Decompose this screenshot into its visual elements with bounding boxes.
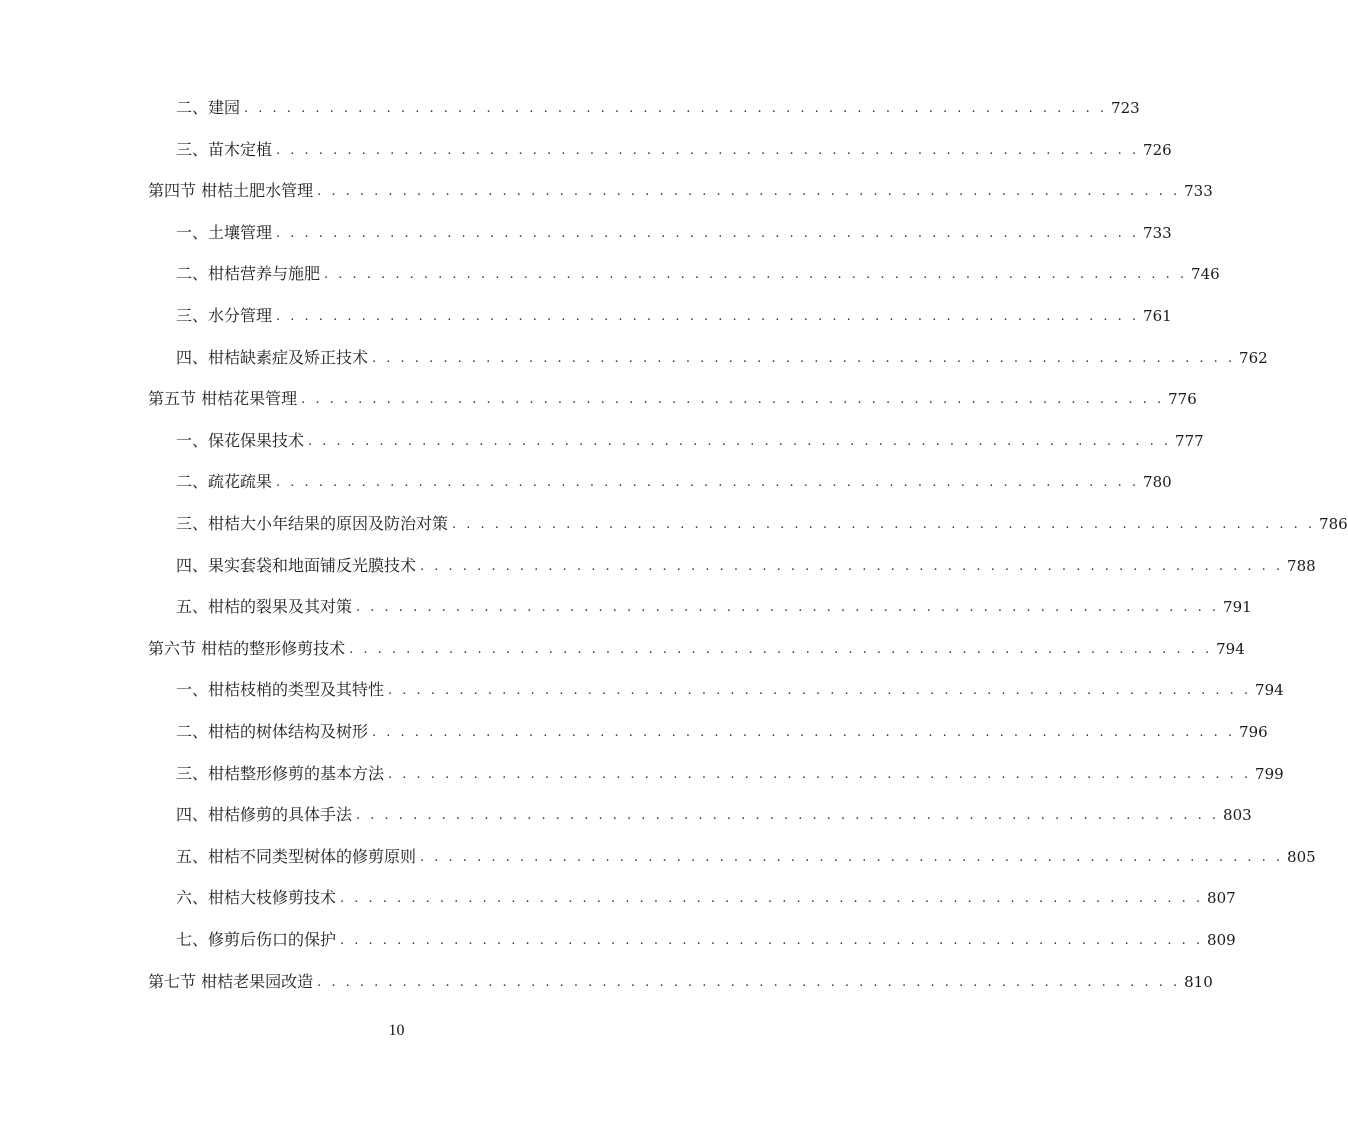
- dot-leader: . . . . . . . . . . . . . . . . . . . . . . . . . . . . . . . . . . . . . . . . . . . . . . . . . . . . . . . . . . . . .: [452, 517, 1316, 532]
- toc-entry-title: 三、苗木定植: [176, 139, 273, 159]
- toc-entry-title: 四、柑桔缺素症及矫正技术: [176, 347, 369, 367]
- toc-entry-page-number: 803: [1223, 806, 1252, 825]
- dot-leader: . . . . . . . . . . . . . . . . . . . . . . . . . . . . . . . . . . . . . . . . . . . . . . . . . . . . . . . . . . . . .: [340, 891, 1204, 907]
- toc-section-entry[interactable]: [148, 970, 1213, 994]
- dot-leader: . . . . . . . . . . . . . . . . . . . . . . . . . . . . . . . . . . . . . . . . . . . . . . . . . . . . . . . . . . . . .: [324, 267, 1188, 283]
- toc-item-entry[interactable]: [176, 262, 1220, 286]
- toc-entry-page-number: 794: [1216, 639, 1245, 658]
- toc-item-entry[interactable]: [176, 554, 1316, 578]
- toc-item-entry[interactable]: [176, 429, 1204, 453]
- dot-leader: . . . . . . . . . . . . . . . . . . . . . . . . . . . . . . . . . . . . . . . . . . . . . . . . . . . . . . . . . . . . .: [356, 600, 1220, 616]
- toc-entry-title: 二、柑桔的树体结构及树形: [176, 722, 369, 741]
- toc-entry-title: 第四节 柑桔土肥水管理: [148, 181, 314, 201]
- dot-leader: . . . . . . . . . . . . . . . . . . . . . . . . . . . . . . . . . . . . . . . . . . . . . . . . . . . . . . . . . . . . .: [388, 766, 1252, 782]
- page-number: 10: [388, 1022, 405, 1039]
- toc-entry-title: 三、柑桔整形修剪的基本方法: [176, 763, 385, 783]
- dot-leader: . . . . . . . . . . . . . . . . . . . . . . . . . . . . . . . . . . . . . . . . . . . . . . . . . . . . . . . . . . . . .: [340, 933, 1204, 948]
- toc-entry-page-number: 791: [1223, 598, 1252, 617]
- toc-entry-title: 二、建园: [176, 98, 241, 117]
- dot-leader: . . . . . . . . . . . . . . . . . . . . . . . . . . . . . . . . . . . . . . . . . . . . . . . . . . . . . . . . . . . . .: [420, 849, 1284, 865]
- toc-item-entry[interactable]: [176, 845, 1316, 869]
- toc-entry-title: 五、柑桔不同类型树体的修剪原则: [176, 846, 417, 866]
- toc-entry-page-number: 777: [1175, 431, 1204, 450]
- toc-entry-page-number: 780: [1143, 473, 1172, 492]
- toc-entry-title: 七、修剪后伤口的保护: [176, 930, 337, 949]
- toc-entry-title: 五、柑桔的裂果及其对策: [176, 597, 353, 617]
- dot-leader: . . . . . . . . . . . . . . . . . . . . . . . . . . . . . . . . . . . . . . . . . . . . . . . . . . . . . . . . . . . . .: [276, 142, 1140, 158]
- toc-item-entry[interactable]: [176, 470, 1172, 494]
- toc-item-entry[interactable]: [176, 928, 1236, 952]
- dot-leader: . . . . . . . . . . . . . . . . . . . . . . . . . . . . . . . . . . . . . . . . . . . . . . . . . . . . . . . . . . . . .: [317, 184, 1181, 200]
- toc-item-entry[interactable]: [176, 221, 1172, 245]
- toc-entry-page-number: 805: [1287, 847, 1316, 866]
- toc-entry-page-number: 807: [1207, 889, 1236, 908]
- dot-leader: . . . . . . . . . . . . . . . . . . . . . . . . . . . . . . . . . . . . . . . . . . . . . . . . . . . . . . . . . . . . .: [276, 225, 1140, 241]
- toc-section-entry[interactable]: [148, 179, 1213, 203]
- toc-item-entry[interactable]: [176, 138, 1172, 162]
- dot-leader: . . . . . . . . . . . . . . . . . . . . . . . . . . . . . . . . . . . . . . . . . . . . . . . . . . . . . . . . . . . . .: [317, 974, 1181, 990]
- toc-item-entry[interactable]: [176, 720, 1268, 744]
- toc-item-entry[interactable]: [176, 803, 1252, 827]
- toc-entry-page-number: 726: [1143, 140, 1172, 159]
- toc-entry-title: 第五节 柑桔花果管理: [148, 389, 298, 409]
- toc-entry-title: 六、柑桔大枝修剪技术: [176, 888, 337, 908]
- toc-entry-page-number: 746: [1191, 265, 1220, 284]
- toc-item-entry[interactable]: [176, 304, 1172, 328]
- toc-entry-page-number: 799: [1255, 764, 1284, 783]
- toc-entry-page-number: 794: [1255, 681, 1284, 700]
- toc-entry-title: 一、保花保果技术: [176, 430, 305, 450]
- dot-leader: . . . . . . . . . . . . . . . . . . . . . . . . . . . . . . . . . . . . . . . . . . . . . . . . . . . . . . . . . . . . .: [349, 641, 1213, 657]
- dot-leader: . . . . . . . . . . . . . . . . . . . . . . . . . . . . . . . . . . . . . . . . . . . . . . . . . . . . . . . . . . . . .: [372, 350, 1236, 366]
- toc-item-entry[interactable]: [176, 762, 1284, 786]
- toc-entry-page-number: 810: [1184, 972, 1213, 991]
- dot-leader: . . . . . . . . . . . . . . . . . . . . . . . . . . . . . . . . . . . . . . . . . . . . . . . . . . . . . . . . . . . . .: [276, 475, 1140, 491]
- toc-entry-page-number: 733: [1184, 182, 1213, 201]
- toc-entry-title: 四、柑桔修剪的具体手法: [176, 805, 353, 825]
- dot-leader: . . . . . . . . . . . . . . . . . . . . . . . . . . . . . . . . . . . . . . . . . . . . . . . . . . . . . . . . . . . . .: [301, 392, 1165, 408]
- toc-entry-title: 一、土壤管理: [176, 222, 273, 242]
- toc-entry-title: 二、柑桔营养与施肥: [176, 264, 321, 284]
- toc-entry-title: 四、果实套袋和地面铺反光膜技术: [176, 555, 417, 575]
- dot-leader: . . . . . . . . . . . . . . . . . . . . . . . . . . . . . . . . . . . . . . . . . . . . . . . . . . . . . . . . . . . . .: [276, 309, 1140, 324]
- dot-leader: . . . . . . . . . . . . . . . . . . . . . . . . . . . . . . . . . . . . . . . . . . . . . . . . . . . . . . . . . . . . .: [372, 725, 1236, 740]
- dot-leader: . . . . . . . . . . . . . . . . . . . . . . . . . . . . . . . . . . . . . . . . . . . . . . . . . . . . . . . . . . . . .: [244, 101, 1108, 116]
- toc-entry-page-number: 786: [1319, 515, 1348, 533]
- toc-item-entry[interactable]: [176, 678, 1284, 702]
- toc-entry-page-number: 723: [1111, 99, 1140, 117]
- toc-section-entry[interactable]: [148, 637, 1245, 661]
- toc-entry-page-number: 796: [1239, 723, 1268, 741]
- toc-entry-title: 一、柑桔枝梢的类型及其特性: [176, 680, 385, 700]
- toc-entry-page-number: 788: [1287, 556, 1316, 575]
- toc-item-entry[interactable]: [176, 96, 1140, 120]
- dot-leader: . . . . . . . . . . . . . . . . . . . . . . . . . . . . . . . . . . . . . . . . . . . . . . . . . . . . . . . . . . . . .: [308, 433, 1172, 449]
- toc-item-entry[interactable]: [176, 595, 1252, 619]
- toc-item-entry[interactable]: [176, 512, 1348, 536]
- toc-item-entry[interactable]: [176, 886, 1236, 910]
- toc-entry-title: 三、柑桔大小年结果的原因及防治对策: [176, 514, 449, 533]
- dot-leader: . . . . . . . . . . . . . . . . . . . . . . . . . . . . . . . . . . . . . . . . . . . . . . . . . . . . . . . . . . . . .: [420, 558, 1284, 574]
- dot-leader: . . . . . . . . . . . . . . . . . . . . . . . . . . . . . . . . . . . . . . . . . . . . . . . . . . . . . . . . . . . . .: [356, 808, 1220, 824]
- toc-entry-page-number: 809: [1207, 931, 1236, 949]
- toc-entry-page-number: 776: [1168, 390, 1197, 409]
- toc-entry-page-number: 761: [1143, 307, 1172, 325]
- toc-entry-title: 二、疏花疏果: [176, 472, 273, 492]
- toc-entry-title: 第七节 柑桔老果园改造: [148, 971, 314, 991]
- toc-entry-page-number: 733: [1143, 223, 1172, 242]
- toc-entry-title: 第六节 柑桔的整形修剪技术: [148, 638, 346, 658]
- toc-entry-page-number: 762: [1239, 348, 1268, 367]
- toc-section-entry[interactable]: [148, 387, 1197, 411]
- toc-entry-title: 三、水分管理: [176, 306, 273, 325]
- toc-item-entry[interactable]: [176, 346, 1268, 370]
- dot-leader: . . . . . . . . . . . . . . . . . . . . . . . . . . . . . . . . . . . . . . . . . . . . . . . . . . . . . . . . . . . . .: [388, 683, 1252, 699]
